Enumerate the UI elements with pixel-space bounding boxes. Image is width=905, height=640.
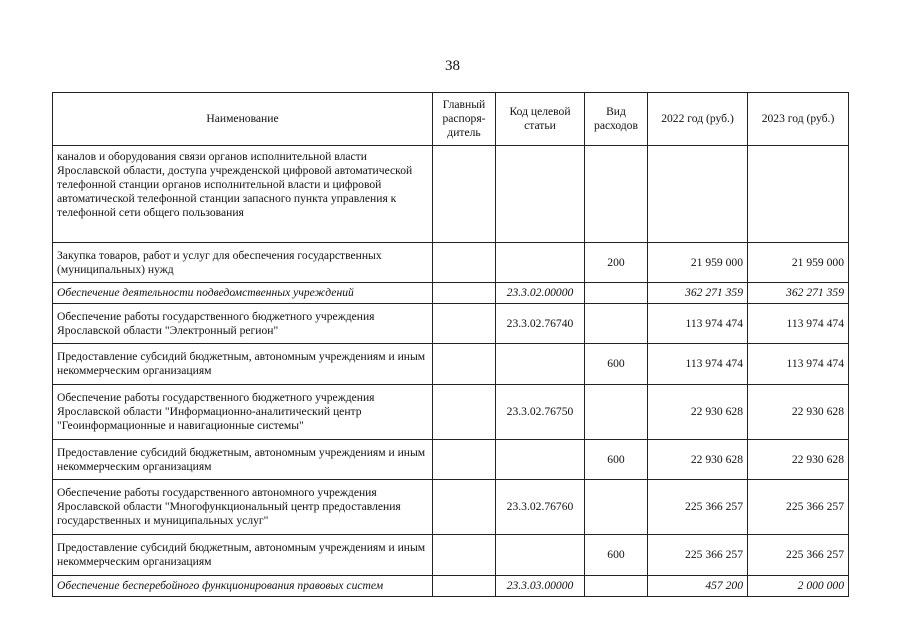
row-name: Обеспечение деятельности подведомственных учреждений: [53, 283, 433, 304]
header-main-manager: Главный распоря-дитель: [433, 93, 496, 146]
row-vid: 600: [585, 344, 648, 385]
row-vid: 600: [585, 440, 648, 480]
row-main: [433, 480, 496, 535]
row-main: [433, 344, 496, 385]
row-code: [496, 440, 585, 480]
row-vid: [585, 283, 648, 304]
budget-table: [52, 92, 849, 597]
row-2023: 225 366 257: [748, 480, 849, 535]
row-vid: 600: [585, 535, 648, 576]
row-main: [433, 283, 496, 304]
row-code: 23.3.02.76760: [496, 480, 585, 535]
row-main: [433, 243, 496, 283]
table-row: [53, 535, 849, 576]
row-2023: 113 974 474: [748, 344, 849, 385]
row-name: Обеспечение работы государственного автономного учреждения Ярославской области "Многофункциональный центр предоставления государственных и муниципальных услуг": [53, 480, 433, 535]
row-vid: [585, 576, 648, 597]
row-code: 23.3.03.00000: [496, 576, 585, 597]
row-2023: 22 930 628: [748, 385, 849, 440]
row-code: [496, 535, 585, 576]
row-vid: [585, 304, 648, 344]
row-code: [496, 243, 585, 283]
row-2023: 225 366 257: [748, 535, 849, 576]
row-name: Обеспечение работы государственного бюджетного учреждения Ярославской области "Электронный регион": [53, 304, 433, 344]
row-name: Обеспечение бесперебойного функционирования правовых систем: [53, 576, 433, 597]
page-number: 38: [445, 58, 460, 74]
row-2022: 225 366 257: [648, 480, 748, 535]
row-2022: 22 930 628: [648, 385, 748, 440]
header-2022: 2022 год (руб.): [648, 93, 748, 146]
row-main: [433, 440, 496, 480]
row-2022: 22 930 628: [648, 440, 748, 480]
row-2023: 21 959 000: [748, 243, 849, 283]
row-main: [433, 146, 496, 243]
row-name: Обеспечение работы государственного бюджетного учреждения Ярославской области "Информационно-аналитический центр "Геоинформационные и навигационные системы": [53, 385, 433, 440]
row-vid: [585, 480, 648, 535]
table-row: [53, 146, 849, 243]
row-vid: [585, 385, 648, 440]
row-2023: 362 271 359: [748, 283, 849, 304]
table-row: [53, 576, 849, 597]
table-row: [53, 385, 849, 440]
header-2023: 2023 год (руб.): [748, 93, 849, 146]
row-main: [433, 304, 496, 344]
row-2022: 457 200: [648, 576, 748, 597]
row-2022: 113 974 474: [648, 344, 748, 385]
row-code: [496, 344, 585, 385]
row-2022: [648, 146, 748, 243]
row-name: Предоставление субсидий бюджетным, автономным учреждениям и иным некоммерческим организациям: [53, 535, 433, 576]
row-2022: 225 366 257: [648, 535, 748, 576]
table-row: [53, 480, 849, 535]
row-vid: 200: [585, 243, 648, 283]
table-row: [53, 304, 849, 344]
table-row: [53, 440, 849, 480]
row-2022: 362 271 359: [648, 283, 748, 304]
row-2023: 22 930 628: [748, 440, 849, 480]
row-vid: [585, 146, 648, 243]
row-main: [433, 535, 496, 576]
row-2023: 113 974 474: [748, 304, 849, 344]
row-name: Закупка товаров, работ и услуг для обеспечения государственных (муниципальных) нужд: [53, 243, 433, 283]
header-name: Наименование: [53, 93, 433, 146]
row-code: [496, 146, 585, 243]
row-code: 23.3.02.76740: [496, 304, 585, 344]
row-2022: 113 974 474: [648, 304, 748, 344]
row-code: 23.3.02.00000: [496, 283, 585, 304]
row-2022: 21 959 000: [648, 243, 748, 283]
header-vid: Вид расходов: [585, 93, 648, 146]
row-2023: [748, 146, 849, 243]
table-row: [53, 344, 849, 385]
row-2023: 2 000 000: [748, 576, 849, 597]
row-code: 23.3.02.76750: [496, 385, 585, 440]
header-code: Код целевой статьи: [496, 93, 585, 146]
table-header-row: [53, 93, 849, 146]
row-name: Предоставление субсидий бюджетным, автономным учреждениям и иным некоммерческим организациям: [53, 344, 433, 385]
row-main: [433, 576, 496, 597]
row-name: каналов и оборудования связи органов исполнительной власти Ярославской области, доступа учрежденской цифровой автоматической телефонной станции органов исполнительной власти и цифровой автоматической телефонной станции запасного пункта управления к телефонной сети общего пользования: [53, 146, 433, 243]
table-row: [53, 243, 849, 283]
table-row: [53, 283, 849, 304]
row-main: [433, 385, 496, 440]
row-name: Предоставление субсидий бюджетным, автономным учреждениям и иным некоммерческим организациям: [53, 440, 433, 480]
